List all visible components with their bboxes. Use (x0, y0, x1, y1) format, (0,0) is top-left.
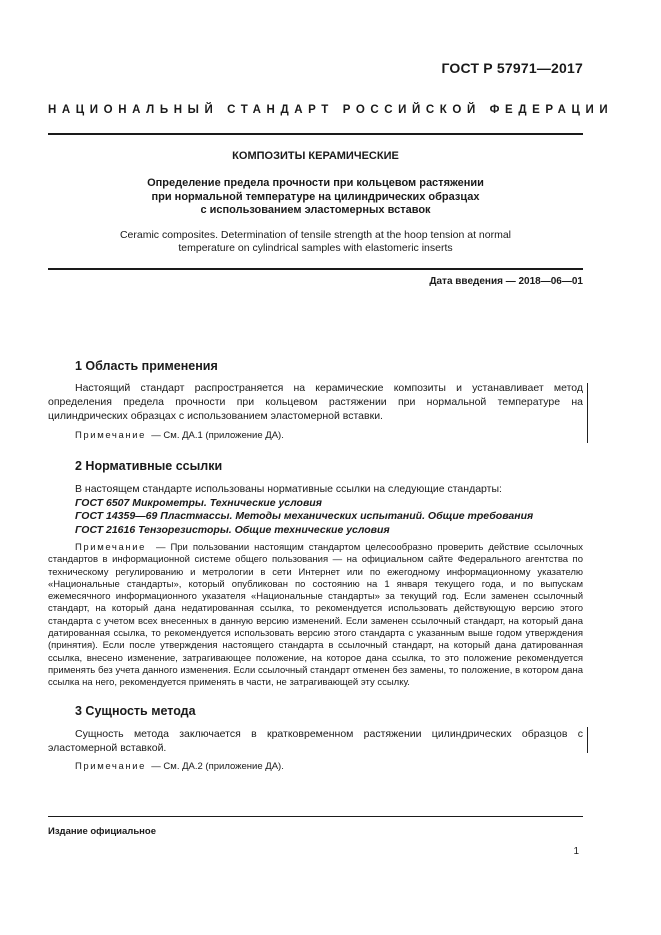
title-rule (48, 268, 583, 270)
section-1-text (48, 381, 583, 423)
references-intro: В настоящем стандарте использованы нормативные ссылки на следующие стандарты: (75, 483, 502, 495)
change-bar (587, 727, 588, 753)
subtitle-line: с использованием эластомерных вставок (200, 204, 431, 216)
note-label: Примечание (75, 761, 146, 772)
reference-item: ГОСТ 14359—69 Пластмассы. Методы механических испытаний. Общие требования (75, 510, 534, 522)
section-1-heading: 1 Область применения (75, 359, 218, 373)
document-subtitle (48, 177, 583, 218)
edition-label: Издание официальное (48, 826, 156, 837)
section-1-paragraph: Настоящий стандарт распространяется на керамические композиты и устанавливает метод определения предела прочности при кольцевом растяжении при нормальной температуре на цилиндрических образцах с использованием эластомерной вставки. (48, 382, 583, 422)
note-label: Примечание (75, 542, 146, 553)
reference-item: ГОСТ 21616 Тензорезисторы. Общие технические условия (75, 523, 390, 536)
subtitle-line: при нормальной температуре на цилиндрических образцах (151, 190, 480, 203)
note-text: — См. ДА.1 (приложение ДА). (151, 430, 284, 441)
footer-rule (48, 816, 583, 817)
reference-item: ГОСТ 6507 Микрометры. Технические условия (75, 496, 322, 509)
english-title (48, 229, 583, 255)
note-label: Примечание (75, 430, 146, 441)
change-bar (587, 383, 588, 443)
section-3-paragraph: Сущность метода заключается в кратковременном растяжении цилиндрических образцов с эластомерной вставкой. (48, 728, 583, 754)
note-text: — См. ДА.2 (приложение ДА). (151, 761, 284, 772)
section-2-note (48, 542, 583, 690)
subtitle-line: Определение предела прочности при кольцевом растяжении (147, 177, 484, 189)
document-title: КОМПОЗИТЫ КЕРАМИЧЕСКИЕ (232, 150, 399, 162)
section-2-heading: 2 Нормативные ссылки (75, 459, 223, 473)
note-text: — При пользовании настоящим стандартом целесообразно проверить действие ссылочных стандартов в информационной системе общего пользования — на официальном сайте Федерального агентства по техническому регулированию и метрологии в сети Интернет или по ежегодному информационному указателю «Национальные стандарты», который опубликован по состоянию на 1 января текущего года, и по выпускам ежемесячного информационного указателя «Национальные стандарты» за текущий год. Если заменен ссылочный стандарт, на который дана недатированная ссылка, то рекомендуется использовать действующую версию этого стандарта с учетом всех внесенных в данную версию изменений. Если заменен ссылочный стандарт, на который дана датированная ссылка, то рекомендуется использовать версию этого стандарта с указанным выше годом утверждения (принятия). Если после утверждения настоящего стандарта в ссылочный стандарт, на который дана датированная ссылка, внесено изменение, затрагивающее положение, на которое дана ссылка, то это положение рекомендуется применять без учета данного изменения. Если ссылочный стандарт отменен без замены, то положение, в котором дана ссылка на него, рекомендуется применять в части, не затрагивающей эту ссылку. (48, 542, 583, 689)
normative-references (75, 483, 583, 537)
introduction-date: Дата введения — 2018—06—01 (429, 276, 583, 287)
english-title-line: Ceramic composites. Determination of tensile strength at the hoop tension at normal (119, 229, 512, 241)
national-standard-banner: НАЦИОНАЛЬНЫЙ СТАНДАРТ РОССИЙСКОЙ ФЕДЕРАЦИИ (48, 104, 614, 116)
header-rule (48, 133, 583, 135)
section-1-note (48, 430, 583, 442)
section-3-heading: 3 Сущность метода (75, 704, 196, 718)
document-number: ГОСТ Р 57971—2017 (441, 60, 583, 76)
section-3-text (48, 727, 583, 755)
page-number: 1 (573, 846, 579, 857)
english-title-line: temperature on cylindrical samples with elastomeric inserts (178, 242, 453, 254)
section-3-note (48, 761, 583, 773)
